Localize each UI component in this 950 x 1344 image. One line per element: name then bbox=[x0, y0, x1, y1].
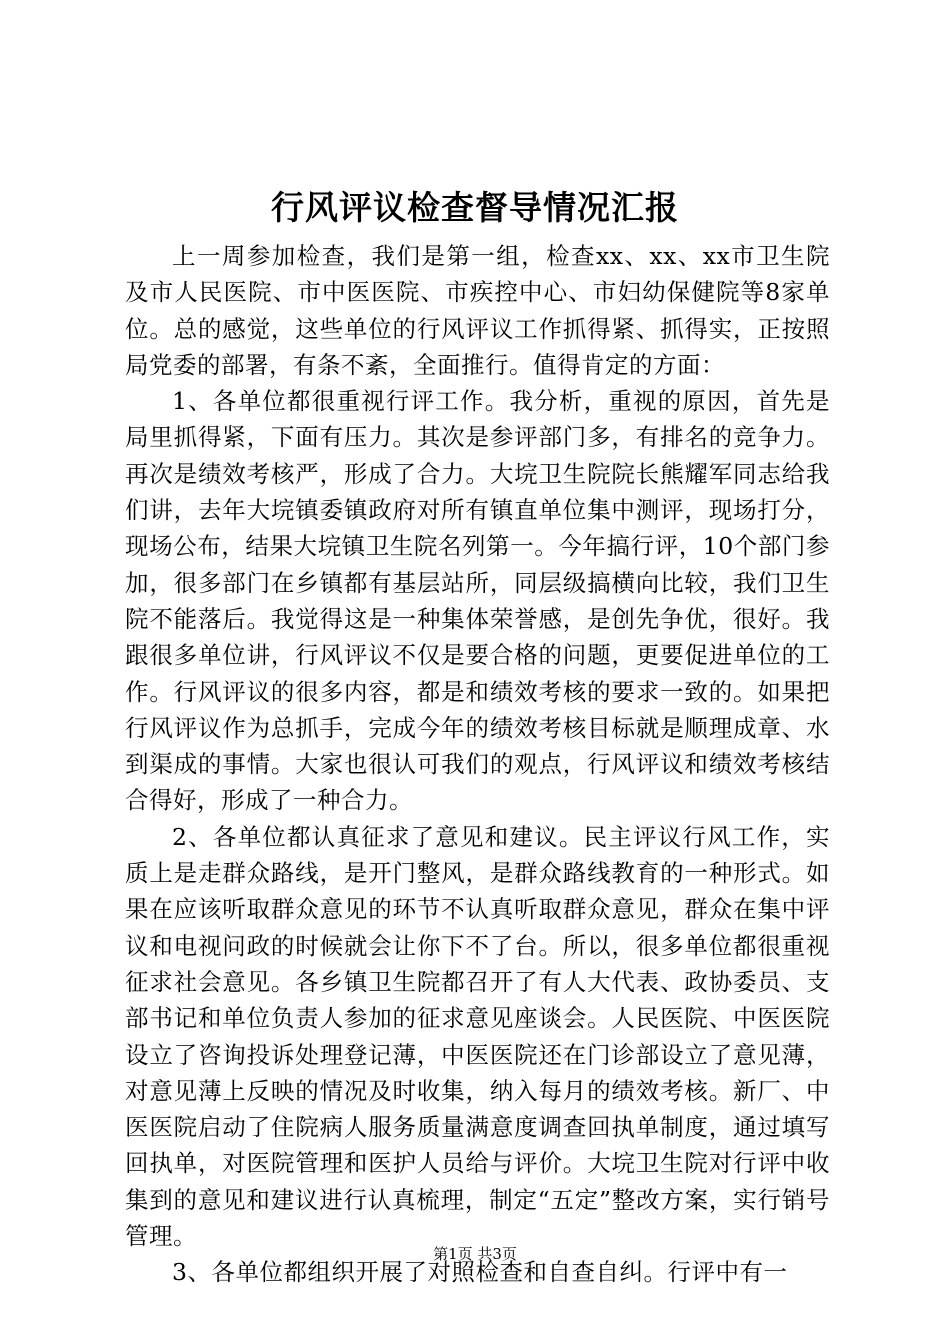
document-body bbox=[125, 238, 830, 1291]
document-title: 行风评议检查督导情况汇报 bbox=[271, 188, 679, 227]
paragraph-point-3: 3、各单位都组织开展了对照检查和自查自纠。行评中有一 bbox=[172, 1258, 788, 1287]
paragraph-point-1: 1、各单位都很重视行评工作。我分析，重视的原因，首先是局里抓得紧，下面有压力。其次是参评部门多，有排名的竞争力。再次是绩效考核严，形成了合力。大垸卫生院院长熊耀军同志给我们讲，去年大垸镇委镇政府对所有镇直单位集中测评，现场打分，现场公布，结果大垸镇卫生院名列第一。今年搞行评，10个部门参加，很多部门在乡镇都有基层站所，同层级搞横向比较，我们卫生院不能落后。我觉得这是一种集体荣誉感，是创先争优，很好。我跟很多单位讲，行风评议不仅是要合格的问题，更要促进单位的工作。行风评议的很多内容，都是和绩效考核的要求一致的。如果把行风评议作为总抓手，完成今年的绩效考核目标就是顺理成章、水到渠成的事情。大家也很认可我们的观点，行风评议和绩效考核结合得好，形成了一种合力。 bbox=[125, 387, 830, 815]
page-footer: 第1页 共3页 bbox=[433, 1245, 517, 1263]
paragraph-intro: 上一周参加检查，我们是第一组，检查xx、xx、xx市卫生院及市人民医院、市中医医院、市疾控中心、市妇幼保健院等8家单位。总的感觉，这些单位的行风评议工作抓得紧、抓得实，正按照局党委的部署，有条不紊，全面推行。值得肯定的方面： bbox=[125, 242, 830, 379]
paragraph-point-2: 2、各单位都认真征求了意见和建议。民主评议行风工作，实质上是走群众路线，是开门整风，是群众路线教育的一种形式。如果在应该听取群众意见的环节不认真听取群众意见，群众在集中评议和电视问政的时候就会让你下不了台。所以，很多单位都很重视征求社会意见。各乡镇卫生院都召开了有人大代表、政协委员、支部书记和单位负责人参加的征求意见座谈会。人民医院、中医医院设立了咨询投诉处理登记薄，中医医院还在门诊部设立了意见薄，对意见薄上反映的情况及时收集，纳入每月的绩效考核。新厂、中医医院启动了住院病人服务质量满意度调查回执单制度，通过填写回执单，对医院管理和医护人员给与评价。大垸卫生院对行评中收集到的意见和建议进行认真梳理，制定“五定”整改方案，实行销号管理。 bbox=[125, 822, 830, 1251]
